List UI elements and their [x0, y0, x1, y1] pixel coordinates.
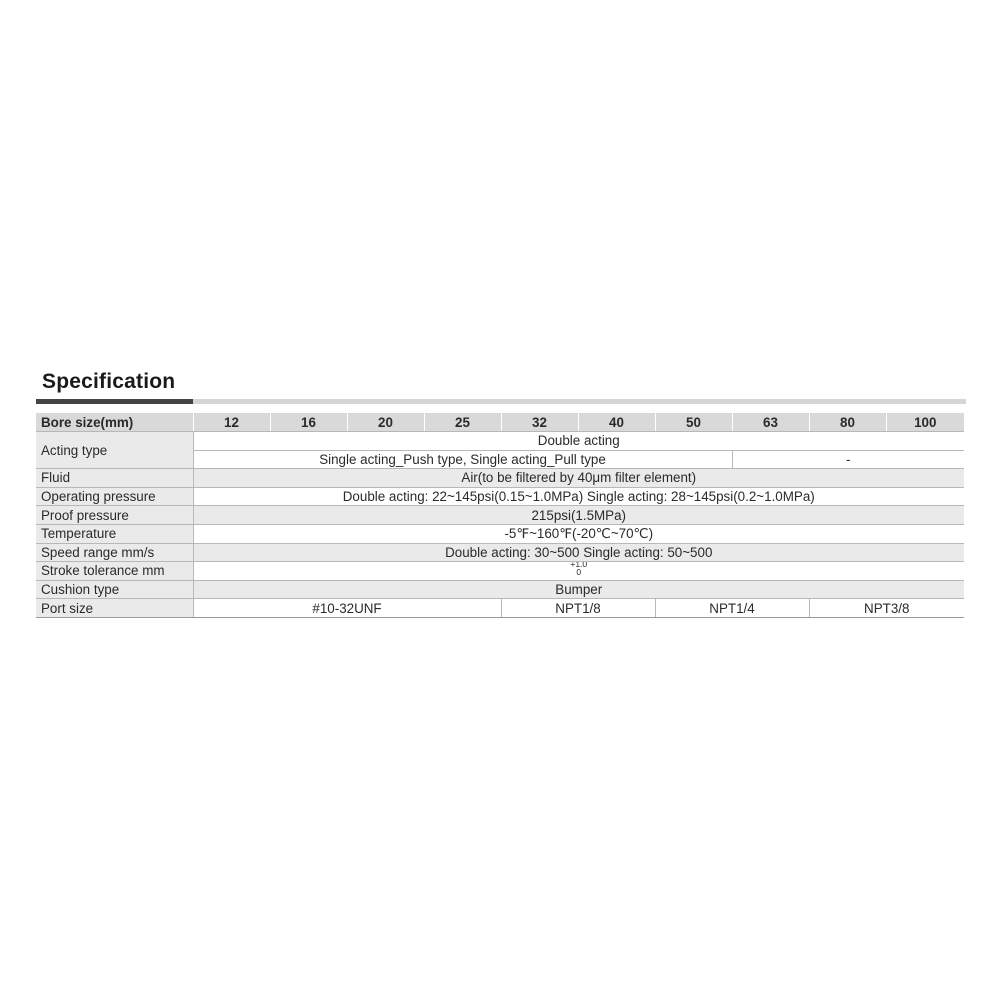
temperature-value: -5℉~160℉(-20℃~70℃) [193, 524, 964, 543]
bore-size-cell: 12 [193, 413, 270, 432]
bore-size-cell: 16 [270, 413, 347, 432]
proof-pressure-label: Proof pressure [36, 506, 193, 525]
operating-pressure-value: Double acting: 22~145psi(0.15~1.0MPa) Single acting: 28~145psi(0.2~1.0MPa) [193, 487, 964, 506]
stroke-tolerance-row [36, 562, 964, 581]
tolerance-lower: 0 [576, 567, 582, 578]
acting-type-row [36, 432, 964, 451]
port-size-value: #10-32UNF [193, 599, 501, 618]
bore-size-cell: 20 [347, 413, 424, 432]
operating-pressure-row [36, 487, 964, 506]
temperature-label: Temperature [36, 524, 193, 543]
stroke-tolerance-label: Stroke tolerance mm [36, 562, 193, 581]
acting-type-label: Acting type [36, 432, 193, 469]
port-size-value: NPT1/4 [655, 599, 809, 618]
cushion-type-value: Bumper [193, 580, 964, 599]
bore-size-cell: 63 [732, 413, 809, 432]
proof-pressure-value: 215psi(1.5MPa) [193, 506, 964, 525]
title-underline-accent [36, 399, 193, 404]
acting-type-single: Single acting_Push type, Single acting_Pull type [193, 450, 732, 469]
page-title: Specification [42, 370, 176, 393]
speed-range-label: Speed range mm/s [36, 543, 193, 562]
speed-range-value: Double acting: 30~500 Single acting: 50~500 [193, 543, 964, 562]
bore-size-cell: 50 [655, 413, 732, 432]
speed-range-row [36, 543, 964, 562]
stroke-tolerance-value [193, 562, 964, 581]
port-size-label: Port size [36, 599, 193, 618]
bore-size-cell: 40 [578, 413, 655, 432]
proof-pressure-row [36, 506, 964, 525]
tolerance-fraction [569, 562, 589, 579]
temperature-row [36, 524, 964, 543]
cushion-type-label: Cushion type [36, 580, 193, 599]
acting-type-single-large-bore: - [732, 450, 964, 469]
port-size-row [36, 599, 964, 618]
fluid-value: Air(to be filtered by 40μm filter element) [193, 469, 964, 488]
bore-size-cell: 100 [886, 413, 964, 432]
bore-size-cell: 32 [501, 413, 578, 432]
title-underline [36, 399, 966, 404]
acting-type-double: Double acting [193, 432, 964, 451]
fluid-label: Fluid [36, 469, 193, 488]
bore-size-label: Bore size(mm) [36, 413, 193, 432]
cushion-type-row [36, 580, 964, 599]
tolerance-upper: +1.0 [570, 561, 588, 570]
port-size-value: NPT3/8 [809, 599, 964, 618]
bore-size-cell: 80 [809, 413, 886, 432]
operating-pressure-label: Operating pressure [36, 487, 193, 506]
port-size-value: NPT1/8 [501, 599, 655, 618]
fluid-row [36, 469, 964, 488]
specification-table [36, 413, 964, 618]
bore-size-header-row [36, 413, 964, 432]
bore-size-cell: 25 [424, 413, 501, 432]
